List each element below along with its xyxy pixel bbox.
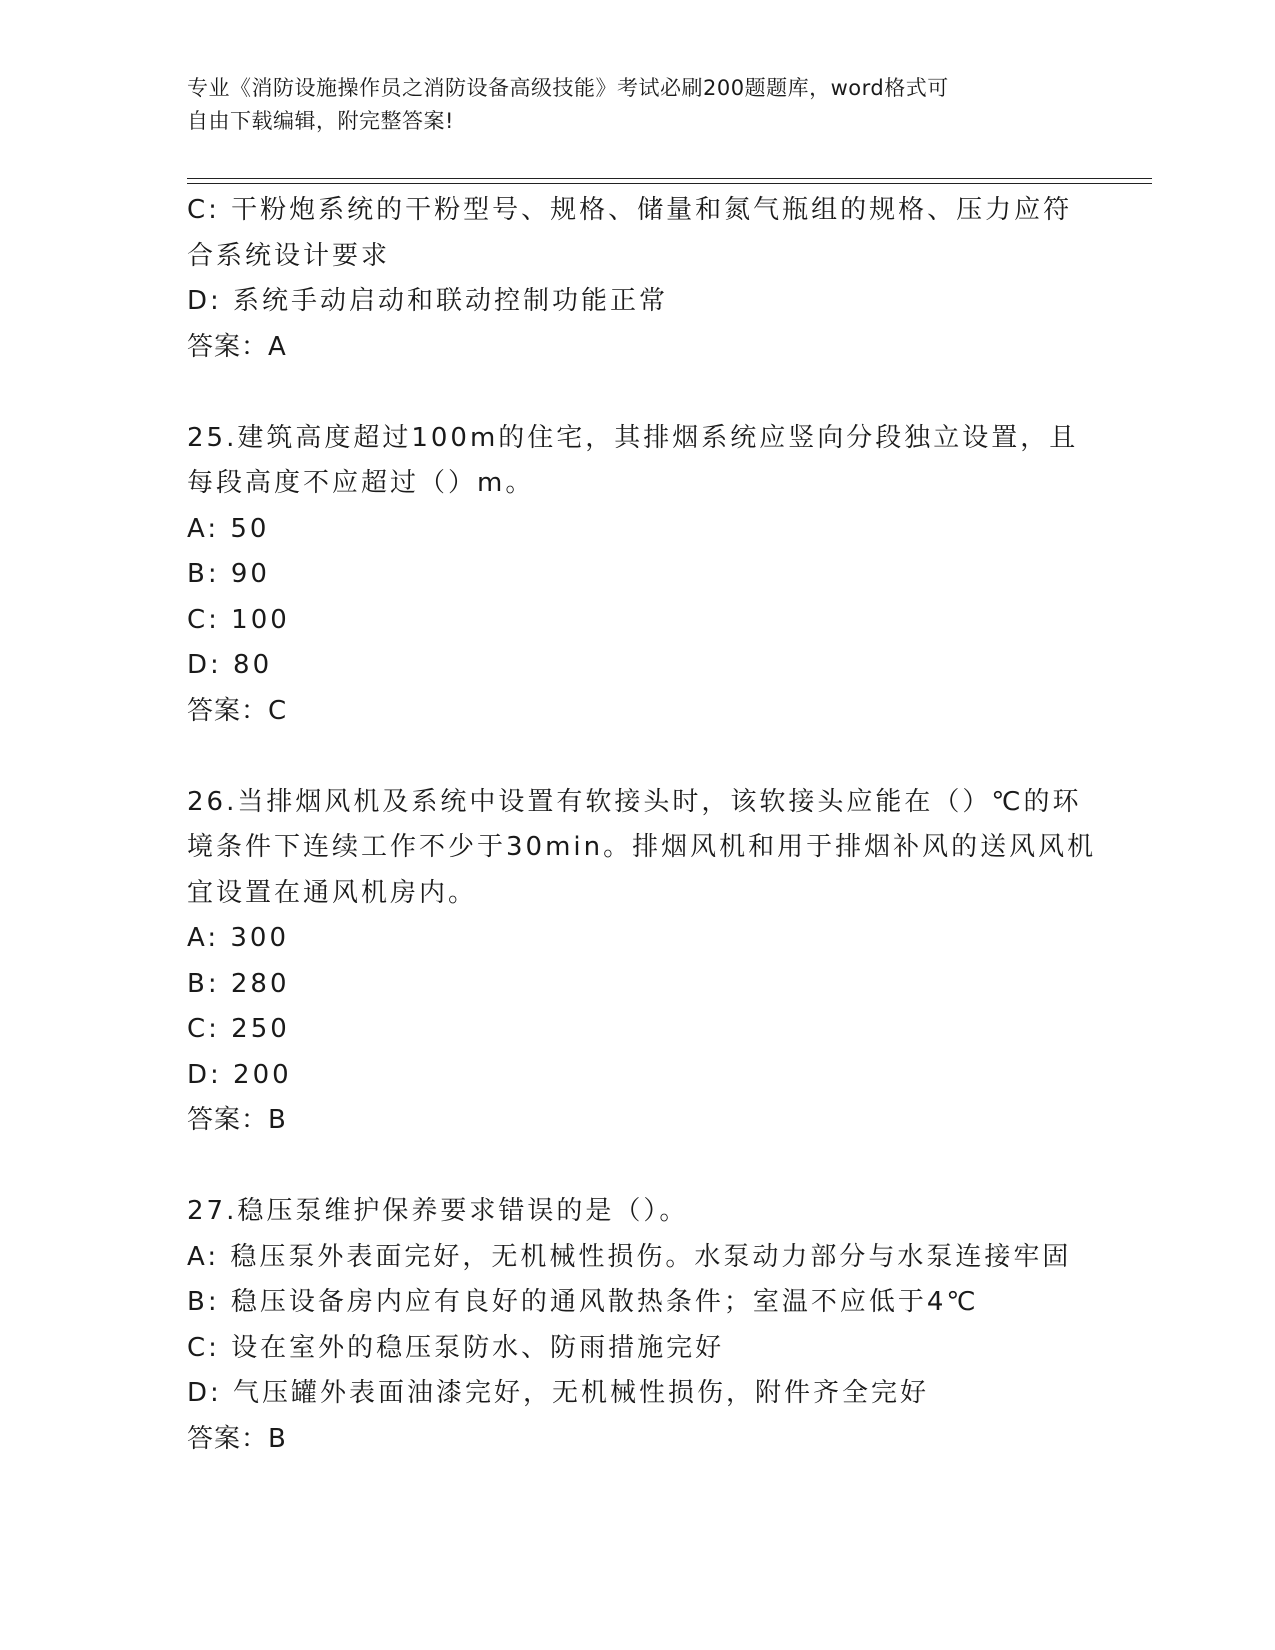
question-block-25 xyxy=(187,416,1087,735)
answer-line: 答案：A xyxy=(187,331,287,362)
option-b: B: 稳压设备房内应有良好的通风散热条件；室温不应低于4℃ xyxy=(187,1287,979,1317)
option-b: B: 280 xyxy=(187,968,290,999)
answer-line: 答案：B xyxy=(187,1105,287,1135)
option-a: A: 稳压泵外表面完好，无机械性损伤。水泵动力部分与水泵连接牢固 xyxy=(187,1241,1072,1272)
question-stem-line-3: 宜设置在通风机房内。 xyxy=(187,877,478,908)
option-c: C: 100 xyxy=(187,604,290,635)
option-a: A: 300 xyxy=(187,923,289,953)
option-d: D: 气压罐外表面油漆完好，无机械性损伤，附件齐全完好 xyxy=(187,1378,930,1408)
answer-line: 答案：B xyxy=(187,1423,287,1454)
header-divider-bottom xyxy=(187,183,1152,184)
header-line-1: 专业《消防设施操作员之消防设备高级技能》考试必刷200题题库，word格式可 xyxy=(187,76,949,100)
spacer xyxy=(187,370,1087,416)
option-c: C: 250 xyxy=(187,1014,290,1044)
option-c: C: 设在室外的稳压泵防水、防雨措施完好 xyxy=(187,1332,725,1363)
question-stem-line-1: 25.建筑高度超过100m的住宅，其排烟系统应竖向分段独立设置，且 xyxy=(187,422,1079,453)
option-a: A: 50 xyxy=(187,513,270,544)
question-block-27 xyxy=(187,1189,1087,1462)
question-stem-line-1: 26.当排烟风机及系统中设置有软接头时，该软接头应能在（）℃的环 xyxy=(187,786,1082,817)
answer-line: 答案：C xyxy=(187,695,288,726)
option-d: D: 系统手动启动和联动控制功能正常 xyxy=(187,286,669,316)
option-c-line-2: 合系统设计要求 xyxy=(187,240,391,271)
question-block-previous xyxy=(187,188,1087,370)
option-d: D: 200 xyxy=(187,1059,292,1090)
header-line-2: 自由下载编辑，附完整答案! xyxy=(187,109,454,133)
question-stem-line-1: 27.稳压泵维护保养要求错误的是（）。 xyxy=(187,1196,689,1226)
question-block-26 xyxy=(187,780,1097,1144)
option-c-line-1: C: 干粉炮系统的干粉型号、规格、储量和氮气瓶组的规格、压力应符 xyxy=(187,195,1073,225)
document-body xyxy=(187,188,1097,1462)
header-divider-top xyxy=(187,178,1152,179)
document-header xyxy=(187,72,1067,138)
question-stem-line-2: 境条件下连续工作不少于30min。排烟风机和用于排烟补风的送风风机 xyxy=(187,832,1097,862)
question-stem-line-2: 每段高度不应超过（）m。 xyxy=(187,468,535,498)
spacer xyxy=(187,734,1087,780)
option-b: B: 90 xyxy=(187,559,270,589)
spacer xyxy=(187,1144,1087,1190)
option-d: D: 80 xyxy=(187,650,273,680)
